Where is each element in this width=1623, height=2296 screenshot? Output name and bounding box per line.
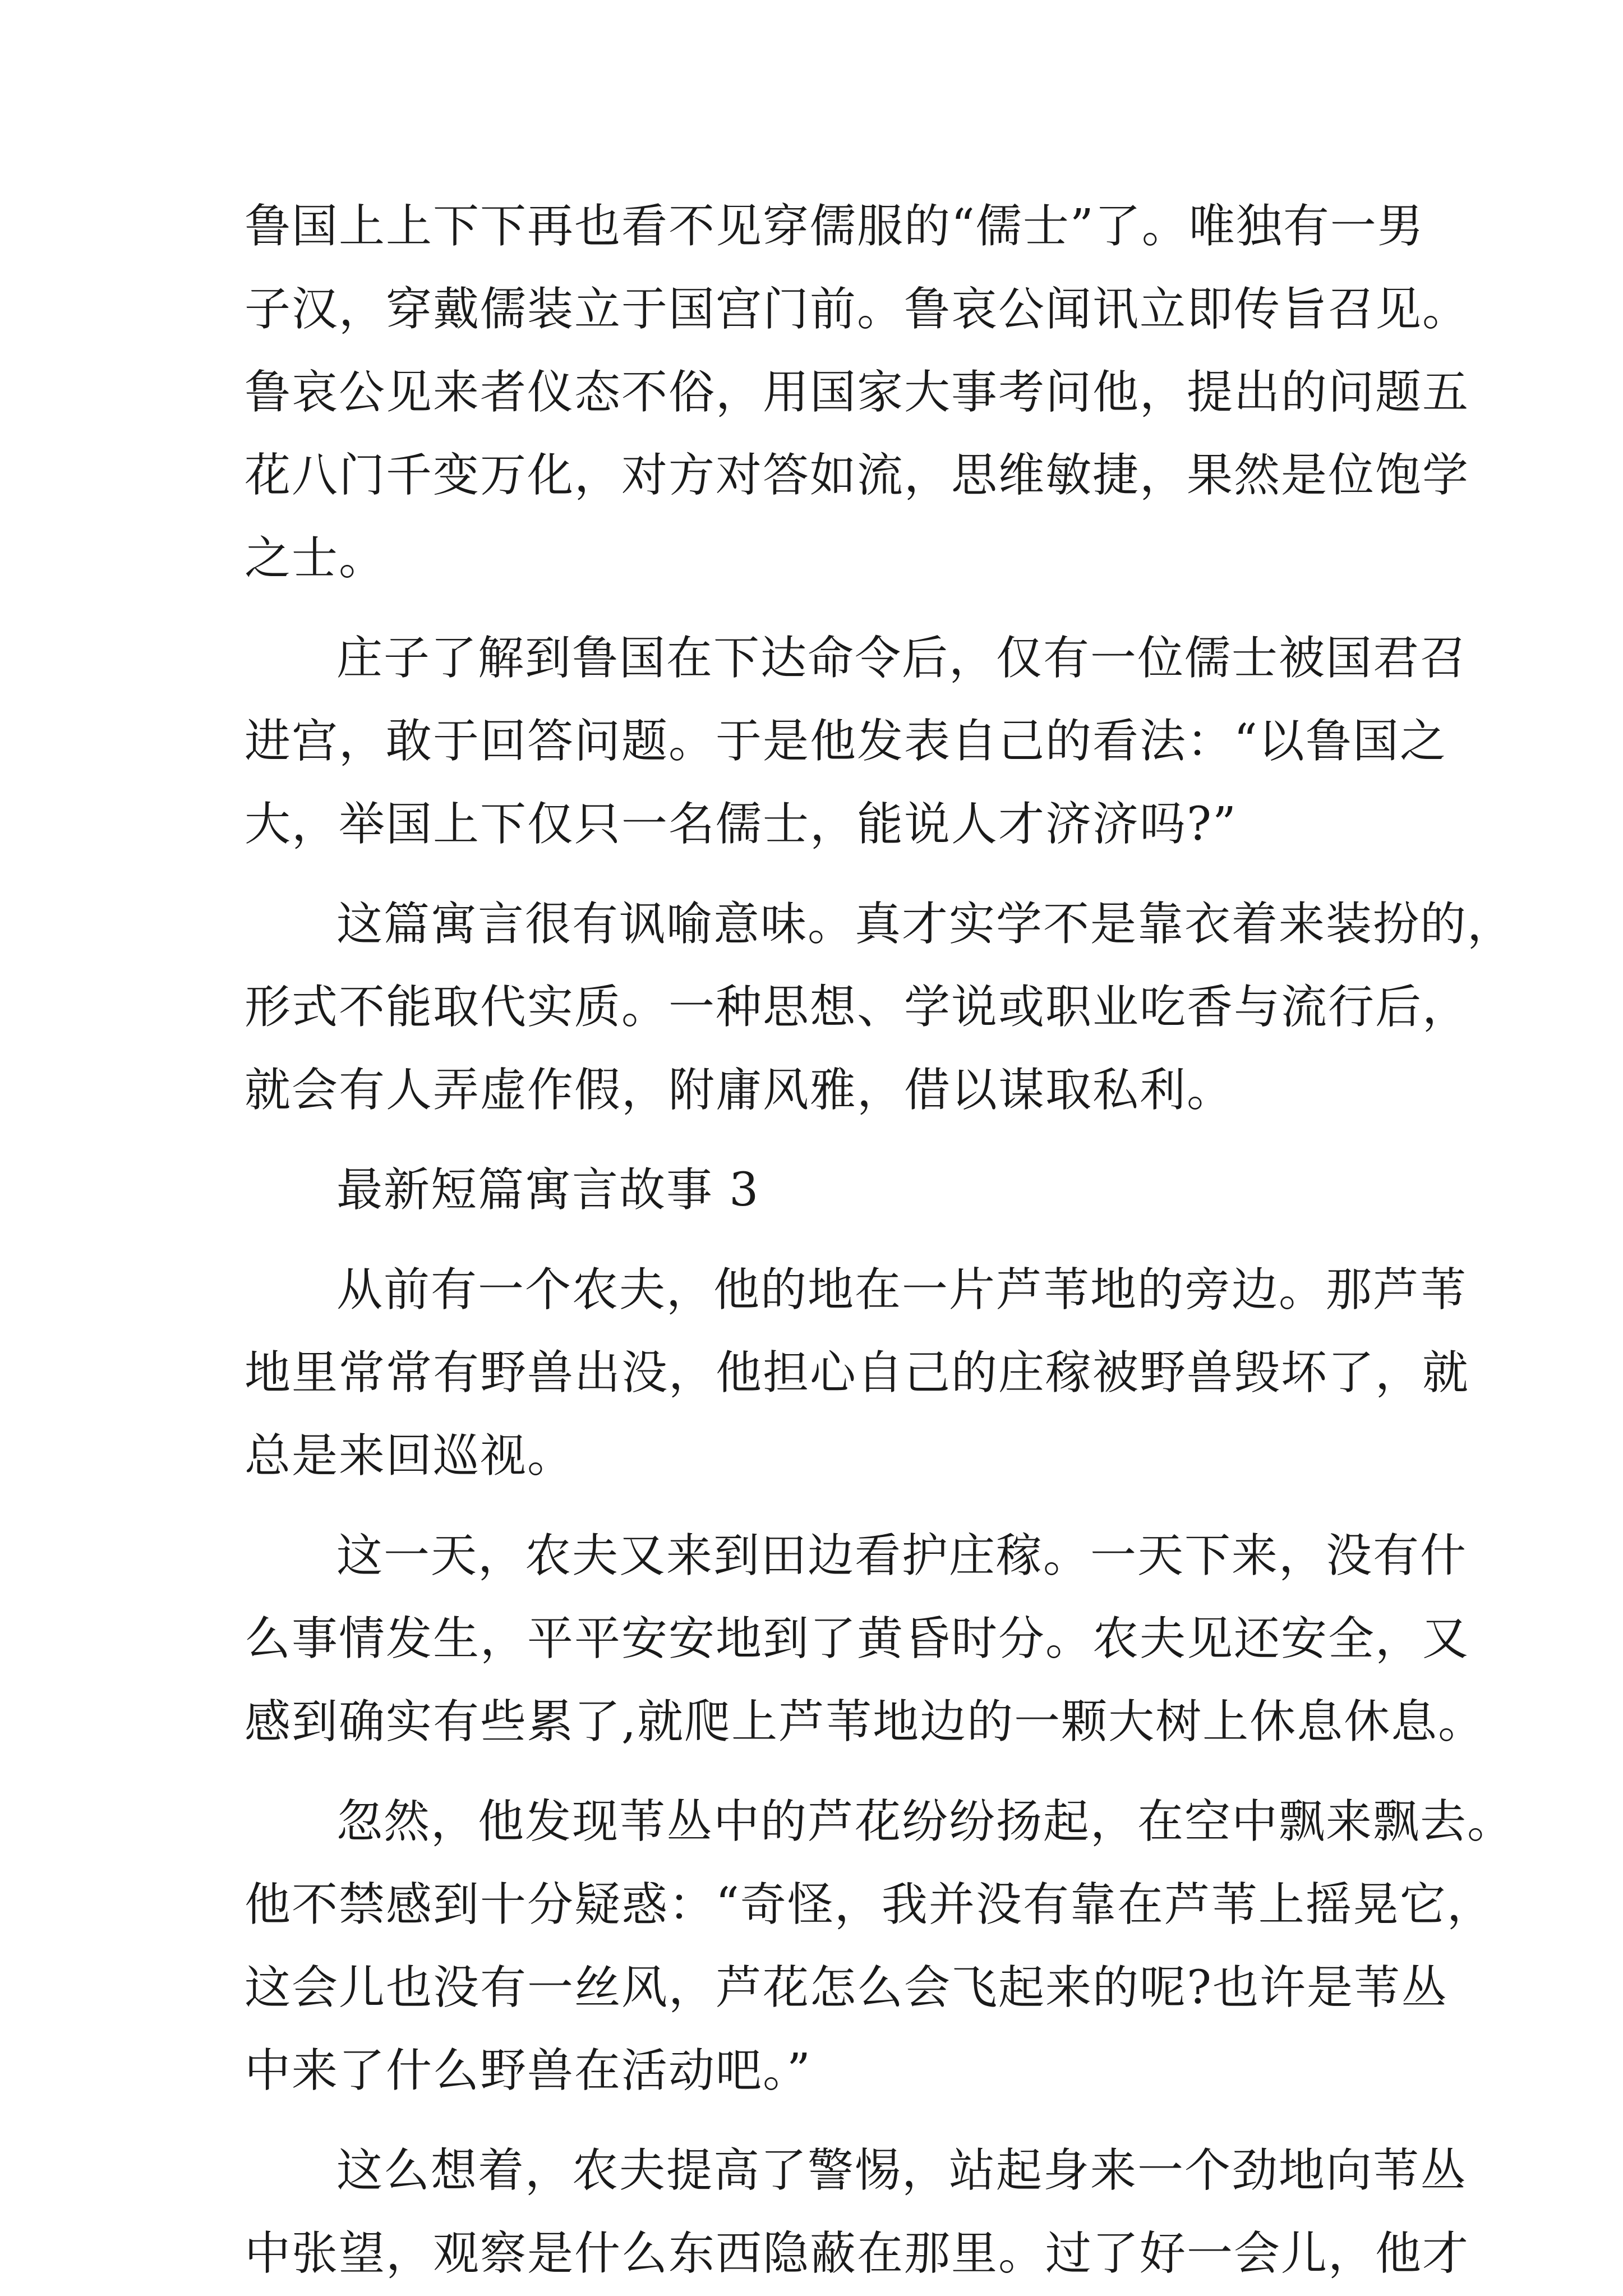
text-line: 子汉，穿戴儒装立于国宫门前。鲁哀公闻讯立即传旨召见。 [245,283,1470,336]
text-line: 这么想着，农夫提高了警惕，站起身来一个劲地向苇丛 [336,2144,1468,2197]
paragraph [245,1249,1470,1498]
text-line: 进宫，敢于回答问题。于是他发表自己的看法：“以鲁国之 [245,715,1447,768]
paragraph-spacer [245,866,1394,883]
text-line: 他不禁感到十分疑惑：“奇怪，我并没有靠在芦苇上摇晃它， [245,1878,1494,1931]
paragraph [245,1780,1515,2113]
document-body [245,185,1515,2295]
text-line: 中来了什么野兽在活动吧。” [245,2044,811,2097]
text-line: 这会儿也没有一丝风，芦花怎么会飞起来的呢?也许是苇丛 [245,1961,1448,2014]
paragraph [245,1515,1486,1764]
text-line: 中张望，观察是什么东西隐蔽在那里。过了好一会儿，他才 [245,2227,1470,2280]
paragraph-spacer [245,600,1394,617]
text-line: 庄子了解到鲁国在下达命令后，仅有一位儒士被国君召 [336,632,1468,685]
text-line: 总是来回巡视。 [245,1429,575,1483]
text-line: 之士。 [245,532,386,585]
paragraph-spacer [245,2113,1394,2129]
text-line: 感到确实有些累了,就爬上芦苇地边的一颗大树上休息休息。 [245,1695,1486,1749]
paragraph [245,2129,1470,2295]
text-line: 鲁哀公见来者仪态不俗，用国家大事考问他，提出的问题五 [245,366,1470,419]
text-line: 这篇寓言很有讽喻意味。真才实学不是靠衣着来装扮的， [336,898,1515,951]
text-line: 鲁国上上下下再也看不见穿儒服的“儒士”了。唯独有一男 [245,200,1424,253]
paragraph-spacer [245,1764,1394,1780]
text-line: 最新短篇寓言故事 3 [336,1163,760,1217]
text-line: 形式不能取代实质。一种思想、学说或职业吃香与流行后， [245,981,1470,1034]
text-line: 这一天，农夫又来到田边看护庄稼。一天下来，没有什 [336,1529,1468,1582]
text-line: 忽然，他发现苇丛中的芦花纷纷扬起，在空中飘来飘去。 [336,1795,1515,1848]
text-line: 地里常常有野兽出没，他担心自己的庄稼被野兽毁坏了，就 [245,1346,1470,1400]
text-line: 大，举国上下仅只一名儒士，能说人才济济吗?” [245,798,1237,851]
paragraph-spacer [245,1498,1394,1515]
paragraph [245,185,1470,600]
paragraph [245,617,1468,866]
text-line: 花八门千变万化，对方对答如流，思维敏捷，果然是位饱学 [245,449,1470,502]
paragraph-spacer [245,1132,1394,1149]
paragraph [245,1149,1394,1232]
text-line: 就会有人弄虚作假，附庸风雅，借以谋取私利。 [245,1064,1234,1117]
text-line: 从前有一个农夫，他的地在一片芦苇地的旁边。那芦苇 [336,1263,1468,1317]
text-line: 么事情发生，平平安安地到了黄昏时分。农夫见还安全，又 [245,1612,1470,1665]
paragraph-spacer [245,1232,1394,1249]
paragraph [245,883,1515,1132]
